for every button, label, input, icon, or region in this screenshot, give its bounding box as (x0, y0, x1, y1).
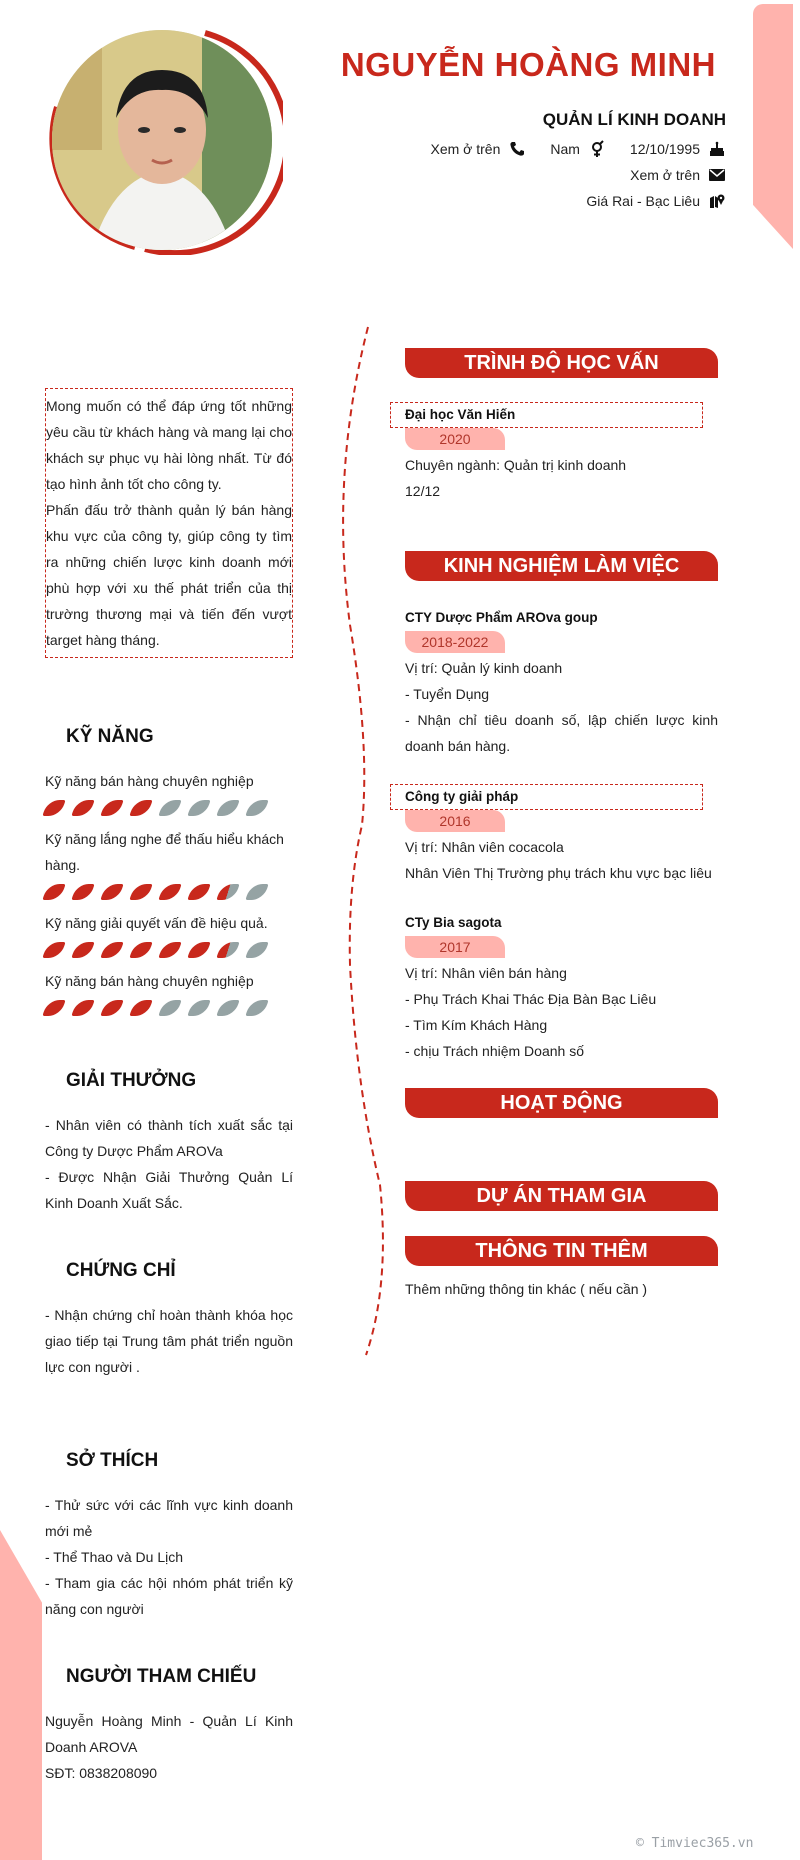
job-1-line-3: - Nhận chỉ tiêu doanh số, lập chiến lược kinh doanh bán hàng. (405, 712, 718, 754)
rating-leaf (71, 884, 94, 900)
rating-leaf (245, 800, 268, 816)
rating-leaf (187, 942, 210, 958)
rating-leaf (245, 942, 268, 958)
rating-leaf (187, 884, 210, 900)
contact-row-2 (630, 166, 726, 184)
skill-name-1: Kỹ năng bán hàng chuyên nghiệp (45, 773, 254, 789)
cake-icon (708, 140, 726, 158)
phone-icon (508, 140, 526, 158)
address-text: Giá Rai - Bạc Liêu (586, 193, 700, 209)
hobby-item-2: - Thể Thao và Du Lịch (45, 1549, 184, 1565)
contact-row-3 (586, 192, 726, 210)
rating-leaf (42, 1000, 65, 1016)
job-3-line-4: - chịu Trách nhiệm Doanh số (405, 1043, 584, 1059)
rating-leaf (187, 1000, 210, 1016)
experience-heading: KINH NGHIỆM LÀM VIỆC (405, 551, 718, 581)
job-2-line-1: Vị trí: Nhân viên cocacola (405, 839, 564, 855)
rating-leaf (42, 800, 65, 816)
rating-leaf (216, 1000, 239, 1016)
job-company-3: CTy Bia sagota (405, 915, 502, 930)
avatar (52, 30, 272, 250)
contact-address (586, 192, 726, 210)
job-period-3: 2017 (405, 936, 505, 958)
rating-leaf (71, 942, 94, 958)
job-company-1: CTY Dược Phẩm AROva goup (405, 610, 598, 625)
rating-leaf (158, 942, 181, 958)
job-2-line-2: Nhân Viên Thị Trường phụ trách khu vực bạc liêu (405, 865, 712, 881)
contact-email (630, 166, 726, 184)
skill-name-3: Kỹ năng giải quyết vấn đề hiệu quả. (45, 915, 268, 931)
rating-leaf (216, 942, 239, 958)
certificates-heading: CHỨNG CHỈ (66, 1260, 176, 1281)
activities-heading: HOẠT ĐỘNG (405, 1088, 718, 1118)
rating-leaf (71, 800, 94, 816)
school-name: Đại học Văn Hiến (405, 407, 516, 422)
award-item-1: - Nhân viên có thành tích xuất sắc tại Công ty Dược Phẩm AROVa (45, 1117, 293, 1159)
projects-heading: DỰ ÁN THAM GIA (405, 1181, 718, 1211)
reference-item-1: Nguyễn Hoàng Minh - Quản Lí Kinh Doanh AROVA (45, 1713, 293, 1755)
job-3-line-1: Vị trí: Nhân viên bán hàng (405, 965, 567, 981)
decor-bottom-left (0, 1530, 42, 1860)
map-marker-icon (708, 192, 726, 210)
contact-birthday (630, 140, 726, 158)
skill-rating-2 (45, 884, 266, 900)
rating-leaf (71, 1000, 94, 1016)
job-details-2 (405, 834, 718, 886)
job-3-line-3: - Tìm Kím Khách Hàng (405, 1017, 548, 1033)
contact-phone (430, 140, 526, 158)
skill-rating-1 (45, 800, 266, 816)
objective-paragraph-2: Phấn đấu trở thành quản lý bán hàng khu vực của công ty, giúp công ty tìm ra những chiến lược kinh doanh mới phù hợp với xu thế phát triển của thị trường thương mại và tiến đến vượt target hàng tháng. (46, 502, 292, 648)
references-text (45, 1708, 293, 1786)
rating-leaf (100, 800, 123, 816)
certificate-item-1: - Nhận chứng chỉ hoàn thành khóa học giao tiếp tại Trung tâm phát triển nguồn lực con người . (45, 1307, 293, 1375)
more-info-text: Thêm những thông tin khác ( nếu cần ) (405, 1281, 648, 1297)
envelope-icon (708, 166, 726, 184)
job-period-2: 2016 (405, 810, 505, 832)
awards-heading: GIẢI THƯỞNG (66, 1070, 197, 1091)
job-details-3 (405, 960, 718, 1064)
rating-leaf (129, 800, 152, 816)
rating-leaf (42, 942, 65, 958)
education-major: Chuyên ngành: Quản trị kinh doanh (405, 457, 627, 473)
skill-name-2: Kỹ năng lắng nghe để thấu hiểu khách hàng. (45, 831, 284, 873)
contact-row-1 (430, 140, 726, 158)
award-item-2: - Được Nhận Giải Thưởng Quản Lí Kinh Doanh Xuất Sắc. (45, 1169, 293, 1211)
career-objective (45, 388, 293, 658)
rating-leaf (100, 942, 123, 958)
phone-text: Xem ở trên (430, 141, 501, 157)
rating-leaf (100, 884, 123, 900)
rating-leaf (245, 1000, 268, 1016)
gender-icon (588, 140, 606, 158)
rating-leaf (42, 884, 65, 900)
rating-leaf (158, 1000, 181, 1016)
education-year: 2020 (405, 428, 505, 450)
hobbies-heading: SỞ THÍCH (66, 1450, 159, 1471)
rating-leaf (216, 800, 239, 816)
email-text: Xem ở trên (630, 167, 700, 183)
job-company-2: Công ty giải pháp (405, 789, 519, 804)
birthday-text: 12/10/1995 (629, 141, 700, 157)
job-details-1 (405, 655, 718, 759)
education-heading: TRÌNH ĐỘ HỌC VẤN (405, 348, 718, 378)
skill-rating-4 (45, 1000, 266, 1016)
skill-name-4: Kỹ năng bán hàng chuyên nghiệp (45, 973, 254, 989)
skills-heading: KỸ NĂNG (66, 726, 154, 747)
rating-leaf (158, 884, 181, 900)
skill-rating-3 (45, 942, 266, 958)
job-title: QUẢN LÍ KINH DOANH (542, 110, 726, 129)
decor-top-right (753, 4, 793, 249)
references-heading: NGƯỜI THAM CHIẾU (66, 1666, 257, 1687)
rating-leaf (216, 884, 239, 900)
hobby-item-1: - Thử sức với các lĩnh vực kinh doanh mới mẻ (45, 1497, 293, 1539)
rating-leaf (158, 800, 181, 816)
rating-leaf (245, 884, 268, 900)
job-period-1: 2018-2022 (405, 631, 505, 653)
candidate-name: NGUYỄN HOÀNG MINH (340, 46, 716, 83)
rating-leaf (187, 800, 210, 816)
hobby-item-3: - Tham gia các hội nhóm phát triển kỹ năng con người (45, 1575, 293, 1617)
gender-text: Nam (550, 141, 580, 157)
rating-leaf (129, 942, 152, 958)
more-info-heading: THÔNG TIN THÊM (405, 1236, 718, 1266)
profile-photo (40, 22, 288, 258)
rating-leaf (100, 1000, 123, 1016)
education-details (405, 452, 718, 504)
job-1-line-2: - Tuyển Dụng (405, 686, 490, 702)
rating-leaf (129, 884, 152, 900)
reference-item-2: SĐT: 0838208090 (45, 1765, 158, 1781)
dashed-divider (330, 325, 400, 1360)
hobbies-text (45, 1492, 293, 1622)
job-3-line-2: - Phụ Trách Khai Thác Địa Bàn Bạc Liêu (405, 991, 657, 1007)
watermark: © Timviec365.vn (636, 1836, 754, 1851)
objective-paragraph-1: Mong muốn có thể đáp ứng tốt những yêu cầu từ khách hàng và mang lại cho khách sự phục vụ hài lòng nhất. Từ đó tạo hình ảnh tốt cho công ty. (46, 398, 292, 492)
contact-gender (550, 140, 606, 158)
education-grade: 12/12 (405, 483, 441, 499)
awards-text (45, 1112, 293, 1216)
rating-leaf (129, 1000, 152, 1016)
job-1-line-1: Vị trí: Quản lý kinh doanh (405, 660, 563, 676)
